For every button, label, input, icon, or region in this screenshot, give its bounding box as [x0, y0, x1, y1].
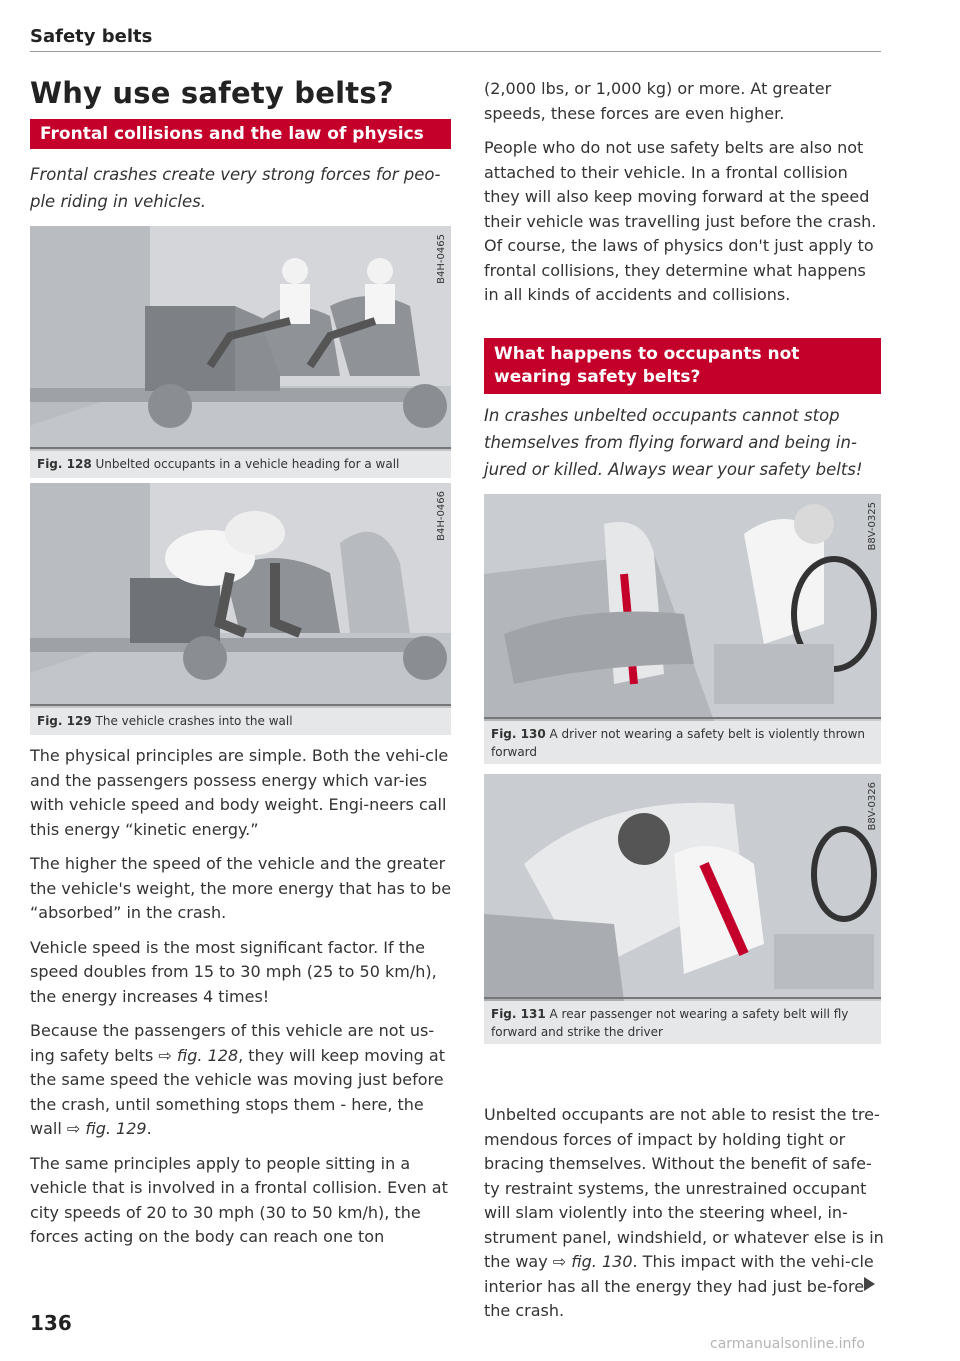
figure-129-drawing [30, 483, 451, 708]
page-number: 136 [30, 1311, 72, 1335]
section-intro-frontal: Frontal crashes create very strong forces for peo-ple riding in vehicles. [30, 165, 441, 211]
figure-131-illustration [484, 774, 881, 1001]
section-heading-frontal-collisions: Frontal collisions and the law of physics [30, 119, 451, 149]
text-run: . This impact with the vehi-cle interior has all the energy they had just be-fore the crash. [484, 1252, 874, 1320]
paragraph [30, 1019, 455, 1142]
header-rule [30, 51, 881, 52]
left-column-body [30, 744, 455, 1260]
right-column-body-bottom [484, 1103, 884, 1334]
figure-128-drawing [30, 226, 451, 451]
figure-129-illustration [30, 483, 451, 708]
watermark: carmanualsonline.info [710, 1336, 865, 1352]
right-column-body-top [484, 77, 884, 318]
figure-label: Fig. 130 [491, 727, 546, 741]
paragraph: People who do not use safety belts are also not attached to their vehicle. In a frontal collision they will also keep moving forward at the speed their vehicle was travelling just before the crash. Of course, the laws of physics don't just apply to frontal collisions, they determine what happens in all kinds of accidents and collisions. [484, 138, 877, 304]
figure-reference-129[interactable]: ⇨ fig. 129 [66, 1119, 147, 1138]
text-run: , they will keep moving at the same speed the vehicle was moving just before the crash, until something stops them - here, the wall [30, 1045, 445, 1138]
page-title: Why use safety belts? [30, 76, 394, 110]
paragraph: The higher the speed of the vehicle and the greater the vehicle's weight, the more energy that has to be “absorbed” in the crash. [30, 854, 452, 922]
paragraph: The same principles apply to people sitting in a vehicle that is involved in a frontal collision. Even at city speeds of 20 to 30 mph (30 to 50 km/h), the forces acting on the body can reach one ton [30, 1153, 448, 1246]
figure-caption-text: Unbelted occupants in a vehicle heading for a wall [95, 457, 400, 471]
figure-code: B8V-0326 [867, 782, 878, 831]
text-run: Because the passengers of this vehicle are not us-ing safety belts [30, 1021, 435, 1065]
figure-128-caption [30, 451, 451, 478]
figure-131-drawing [484, 774, 881, 1001]
paragraph: (2,000 lbs, or 1,000 kg) or more. At greater speeds, these forces are even higher. [484, 79, 832, 123]
figure-128-illustration [30, 226, 451, 451]
section-intro-unbelted: In crashes unbelted occupants cannot stop themselves from flying forward and being in-jured or killed. Always wear your safety belts! [484, 406, 863, 479]
paragraph: Vehicle speed is the most significant factor. If the speed doubles from 15 to 30 mph (25 to 50 km/h), the energy increases 4 times! [30, 937, 437, 1006]
text-run: . [146, 1119, 152, 1138]
text-run: Unbelted occupants are not able to resist the tre-mendous forces of impact by holding tight or bracing themselves. Without the benefit of safe-ty restraint systems, the unrestrained occupant will slam violently into the steering wheel, in-strument panel, windshield, or whatever else is in the way [484, 1105, 884, 1271]
figure-130-drawing [484, 494, 881, 721]
figure-code: B4H-0465 [436, 234, 447, 284]
figure-reference-128[interactable]: ⇨ fig. 128 [158, 1045, 239, 1065]
continue-arrow-icon [864, 1277, 875, 1291]
figure-caption-text: The vehicle crashes into the wall [95, 714, 293, 728]
section-heading-unbelted-occupants: What happens to occupants not wearing safety belts? [484, 338, 881, 394]
figure-caption-text: A rear passenger not wearing a safety belt will fly forward and strike the driver [491, 1007, 849, 1039]
figure-code: B4H-0466 [436, 491, 447, 541]
figure-130-caption [484, 721, 881, 764]
figure-label: Fig. 131 [491, 1007, 546, 1021]
paragraph: The physical principles are simple. Both the vehi-cle and the passengers possess energy which var-ies with vehicle speed and body weight. Engi-neers call this energy “kinetic energy.” [30, 746, 449, 839]
figure-reference-130[interactable]: ⇨ fig. 130 [552, 1252, 633, 1271]
figure-131-caption [484, 1001, 881, 1044]
figure-129-caption [30, 708, 451, 735]
running-header: Safety belts [30, 26, 153, 47]
figure-caption-text: A driver not wearing a safety belt is violently thrown forward [491, 727, 866, 759]
figure-label: Fig. 128 [37, 457, 92, 471]
figure-label: Fig. 129 [37, 714, 92, 728]
figure-code: B8V-0325 [867, 502, 878, 551]
figure-130-illustration [484, 494, 881, 721]
paragraph [484, 1103, 884, 1324]
